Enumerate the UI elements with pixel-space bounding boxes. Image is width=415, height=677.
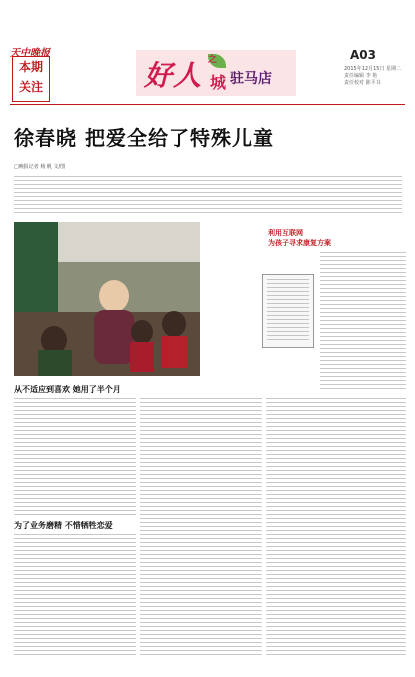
dateline-line: 2015年12月15日 星期二 [344,66,402,72]
column-label-line-2: 关注 [18,80,43,94]
banner-suffix: 之 [208,55,218,65]
banner-title: 好人 [144,59,203,92]
column-label [12,56,50,102]
masthead: 天中晚报 [10,48,50,59]
section-banner [136,50,296,96]
right-section-head: 利用互联网 [268,229,303,237]
page-number: A03 [350,48,376,62]
dateline-line: 责任编辑 李 艳 [344,73,378,79]
text-column [320,252,406,392]
headline: 徐春晓 把爱全给了特殊儿童 [14,126,274,150]
dateline-line: 责任校对 陈平书 [344,80,381,86]
top-rule [10,104,405,105]
right-section-subhead: 为孩子寻求康复方案 [268,239,331,247]
photo-illustration [14,222,200,376]
banner-city: 城 [210,73,227,92]
lead-paragraph [14,176,402,216]
banner-location: 驻马店 [230,71,272,87]
photo-caption [262,274,314,348]
text-column [14,534,136,658]
text-column [266,398,406,658]
text-column [140,398,262,658]
section-head-1: 从不适应到喜欢 她用了半个月 [14,385,121,394]
column-label-line-1: 本期 [18,60,43,74]
article-photo [14,222,200,376]
byline: □晚报记者 杨 帆 文/图 [14,164,66,170]
caption-text-block [267,279,309,343]
section-head-2: 为了业务磨精 不惜牺牲恋爱 [14,521,113,530]
text-column [14,398,136,518]
dateline [344,66,406,87]
